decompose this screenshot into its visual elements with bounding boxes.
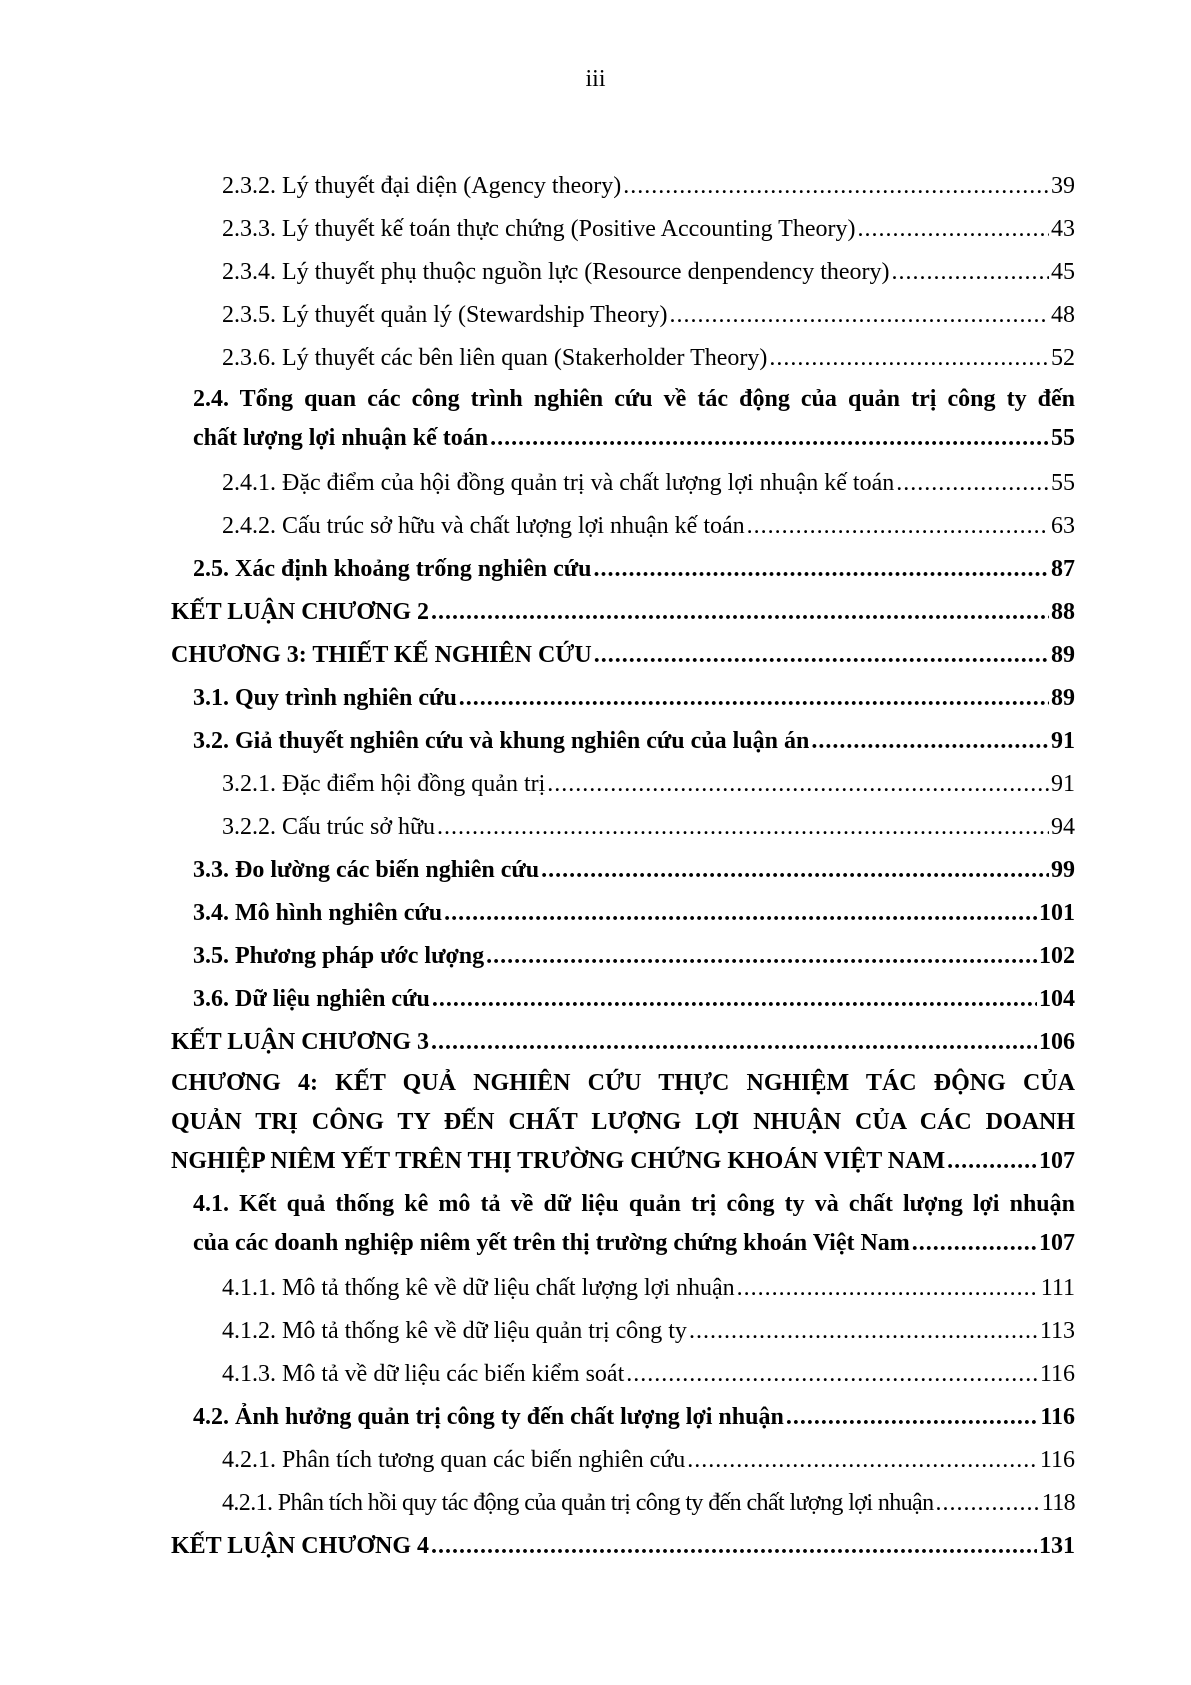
toc-entry-title-continued: chất lượng lợi nhuận kế toán xyxy=(193,425,489,451)
toc-entry-page: 89 xyxy=(1051,685,1075,711)
toc-entry-page: 39 xyxy=(1051,173,1075,199)
toc-entry-title: 4.1.2. Mô tả thống kê về dữ liệu quản trị công ty xyxy=(222,1318,687,1344)
toc-entry-page: 94 xyxy=(1051,814,1075,840)
toc-entry-page: 111 xyxy=(1040,1275,1075,1301)
dot-leader xyxy=(689,1310,1038,1353)
toc-entry-2-4-2[interactable] xyxy=(171,505,1075,548)
toc-entry-page: 88 xyxy=(1051,599,1075,625)
toc-entry-2-3-5[interactable] xyxy=(171,294,1075,337)
toc-entry-3-5[interactable] xyxy=(171,935,1075,978)
dot-leader xyxy=(896,462,1049,505)
toc-entry-4-1-2[interactable] xyxy=(171,1310,1075,1353)
toc-entry-3-1[interactable] xyxy=(171,677,1075,720)
dot-leader xyxy=(737,1267,1039,1310)
dot-leader xyxy=(431,591,1049,634)
toc-entry-title: 2.3.3. Lý thuyết kế toán thực chứng (Positive Accounting Theory) xyxy=(222,216,856,242)
toc-entry-title: 2.5. Xác định khoảng trống nghiên cứu xyxy=(193,556,592,582)
dot-leader xyxy=(892,251,1050,294)
toc-entry-title: CHƯƠNG 3: THIẾT KẾ NGHIÊN CỨU xyxy=(171,642,592,668)
dot-leader xyxy=(623,165,1049,208)
dot-leader xyxy=(594,634,1049,677)
toc-entry-title: 3.2.2. Cấu trúc sở hữu xyxy=(222,814,436,840)
dot-leader xyxy=(936,1482,1040,1525)
toc-entry-title: 3.6. Dữ liệu nghiên cứu xyxy=(193,986,430,1012)
toc-entry-title-continued: QUẢN TRỊ CÔNG TY ĐẾN CHẤT LƯỢNG LỢI NHUẬN CỦA CÁC DOANH xyxy=(171,1109,1075,1135)
toc-entry-title: 4.1. Kết quả thống kê mô tả về dữ liệu quản trị công ty và chất lượng lợi nhuận xyxy=(193,1191,1075,1217)
toc-entry-title-continued: NGHIỆP NIÊM YẾT TRÊN THỊ TRƯỜNG CHỨNG KHOÁN VIỆT NAM xyxy=(171,1148,946,1174)
dot-leader xyxy=(431,1525,1037,1568)
toc-entry-page: 48 xyxy=(1051,302,1075,328)
toc-entry-title: KẾT LUẬN CHƯƠNG 4 xyxy=(171,1533,430,1559)
table-of-contents xyxy=(171,165,1075,1568)
toc-entry-title: 3.4. Mô hình nghiên cứu xyxy=(193,900,443,926)
toc-entry-page: 102 xyxy=(1039,943,1075,969)
dot-leader xyxy=(444,892,1037,935)
toc-entry-page: 89 xyxy=(1051,642,1075,668)
toc-entry-page: 91 xyxy=(1051,771,1075,797)
dot-leader xyxy=(626,1353,1038,1396)
dot-leader xyxy=(857,208,1049,251)
toc-entry-page: 87 xyxy=(1051,556,1075,582)
toc-entry-2-4-1[interactable] xyxy=(171,462,1075,505)
toc-entry-3-2-1[interactable] xyxy=(171,763,1075,806)
dot-leader xyxy=(437,806,1049,849)
toc-entry-title: 2.4.2. Cấu trúc sở hữu và chất lượng lợi nhuận kế toán xyxy=(222,513,745,539)
toc-entry-title: 3.3. Đo lường các biến nghiên cứu xyxy=(193,857,540,883)
toc-entry-title: 2.3.2. Lý thuyết đại diện (Agency theory) xyxy=(222,173,622,199)
dot-leader xyxy=(594,548,1050,591)
toc-entry-3-2[interactable] xyxy=(171,720,1075,763)
toc-entry-page: 55 xyxy=(1051,470,1075,496)
toc-entry-page: 63 xyxy=(1051,513,1075,539)
toc-entry-page: 99 xyxy=(1051,857,1075,883)
toc-entry-page: 118 xyxy=(1041,1490,1075,1516)
toc-entry-title: 2.3.6. Lý thuyết các bên liên quan (Stakerholder Theory) xyxy=(222,345,768,371)
dot-leader xyxy=(490,419,1049,458)
toc-entry-4-1-3[interactable] xyxy=(171,1353,1075,1396)
toc-entry-title: KẾT LUẬN CHƯƠNG 2 xyxy=(171,599,430,625)
toc-entry-page: 45 xyxy=(1051,259,1075,285)
toc-entry-2-3-6[interactable] xyxy=(171,337,1075,380)
toc-entry-page: 104 xyxy=(1039,986,1075,1012)
toc-entry-title: 4.1.1. Mô tả thống kê về dữ liệu chất lượng lợi nhuận xyxy=(222,1275,735,1301)
toc-entry-3-4[interactable] xyxy=(171,892,1075,935)
toc-entry-page: 91 xyxy=(1051,728,1075,754)
toc-entry-ket-luan-2[interactable] xyxy=(171,591,1075,634)
toc-entry-title-continued: của các doanh nghiệp niêm yết trên thị trường chứng khoán Việt Nam xyxy=(193,1230,910,1256)
toc-entry-title: 3.1. Quy trình nghiên cứu xyxy=(193,685,457,711)
toc-entry-3-2-2[interactable] xyxy=(171,806,1075,849)
dot-leader xyxy=(486,935,1037,978)
toc-entry-title: 4.2.1. Phân tích hồi quy tác động của quản trị công ty đến chất lượng lợi nhuận xyxy=(222,1490,934,1516)
toc-entry-title: 2.4. Tổng quan các công trình nghiên cứu về tác động của quản trị công ty đến xyxy=(193,386,1075,412)
toc-entry-page: 52 xyxy=(1051,345,1075,371)
toc-entry-page: 43 xyxy=(1051,216,1075,242)
dot-leader xyxy=(669,294,1049,337)
dot-leader xyxy=(541,849,1049,892)
dot-leader xyxy=(687,1439,1038,1482)
toc-entry-2-4[interactable] xyxy=(171,380,1075,458)
toc-entry-3-3[interactable] xyxy=(171,849,1075,892)
toc-entry-title: 3.2.1. Đặc điểm hội đồng quản trị xyxy=(222,771,546,797)
dot-leader xyxy=(547,763,1049,806)
toc-entry-title: 2.3.4. Lý thuyết phụ thuộc nguồn lực (Resource denpendency theory) xyxy=(222,259,890,285)
dot-leader xyxy=(786,1396,1038,1439)
toc-entry-page: 107 xyxy=(1039,1148,1075,1174)
toc-entry-page: 116 xyxy=(1040,1404,1075,1430)
dot-leader xyxy=(769,337,1049,380)
toc-entry-chuong-4[interactable] xyxy=(171,1064,1075,1181)
toc-entry-4-1-1[interactable] xyxy=(171,1267,1075,1310)
toc-entry-page: 106 xyxy=(1039,1029,1075,1055)
dot-leader xyxy=(459,677,1049,720)
toc-entry-title: 2.3.5. Lý thuyết quản lý (Stewardship Theory) xyxy=(222,302,668,328)
toc-entry-page: 131 xyxy=(1039,1533,1075,1559)
dot-leader xyxy=(432,978,1037,1021)
toc-entry-2-3-3[interactable] xyxy=(171,208,1075,251)
toc-entry-page: 101 xyxy=(1039,900,1075,926)
toc-entry-page: 113 xyxy=(1039,1318,1075,1344)
dot-leader xyxy=(747,505,1049,548)
toc-entry-ket-luan-4[interactable] xyxy=(171,1525,1075,1568)
toc-entry-page: 116 xyxy=(1039,1361,1075,1387)
toc-entry-title: CHƯƠNG 4: KẾT QUẢ NGHIÊN CỨU THỰC NGHIỆM TÁC ĐỘNG CỦA xyxy=(171,1070,1075,1096)
toc-entry-page: 55 xyxy=(1051,425,1075,451)
toc-entry-4-2-1-a[interactable] xyxy=(171,1439,1075,1482)
toc-entry-2-3-4[interactable] xyxy=(171,251,1075,294)
dot-leader xyxy=(947,1142,1037,1181)
dot-leader xyxy=(431,1021,1037,1064)
toc-entry-title: 4.2. Ảnh hưởng quản trị công ty đến chất lượng lợi nhuận xyxy=(193,1404,784,1430)
dot-leader xyxy=(811,720,1049,763)
toc-entry-4-1[interactable] xyxy=(171,1185,1075,1263)
toc-entry-4-2[interactable] xyxy=(171,1396,1075,1439)
toc-entry-chuong-3[interactable] xyxy=(171,634,1075,677)
toc-entry-2-3-2[interactable] xyxy=(171,165,1075,208)
toc-entry-title: 3.2. Giả thuyết nghiên cứu và khung nghiên cứu của luận án xyxy=(193,728,810,754)
toc-entry-title: 4.2.1. Phân tích tương quan các biến nghiên cứu xyxy=(222,1447,686,1473)
dot-leader xyxy=(912,1224,1037,1263)
toc-entry-ket-luan-3[interactable] xyxy=(171,1021,1075,1064)
toc-entry-2-5[interactable] xyxy=(171,548,1075,591)
toc-entry-title: KẾT LUẬN CHƯƠNG 3 xyxy=(171,1029,430,1055)
toc-entry-3-6[interactable] xyxy=(171,978,1075,1021)
toc-entry-title: 4.1.3. Mô tả về dữ liệu các biến kiểm soát xyxy=(222,1361,625,1387)
page-number: iii xyxy=(585,66,606,92)
toc-entry-title: 3.5. Phương pháp ước lượng xyxy=(193,943,485,969)
toc-entry-page: 116 xyxy=(1039,1447,1075,1473)
toc-entry-4-2-1-b[interactable] xyxy=(171,1482,1075,1525)
toc-entry-title: 2.4.1. Đặc điểm của hội đồng quản trị và chất lượng lợi nhuận kế toán xyxy=(222,470,895,496)
toc-entry-page: 107 xyxy=(1039,1230,1075,1256)
